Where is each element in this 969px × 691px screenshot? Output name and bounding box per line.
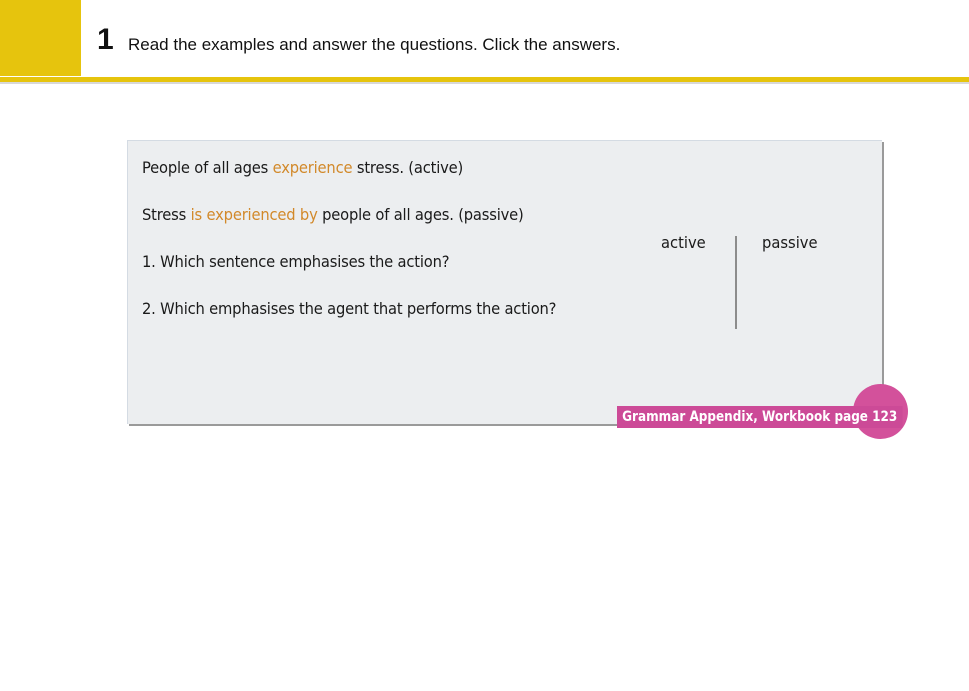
grammar-reference[interactable] bbox=[617, 384, 917, 444]
answer-active-button[interactable]: active bbox=[661, 233, 706, 252]
header-rule-shadow bbox=[0, 82, 969, 84]
example-passive bbox=[142, 205, 524, 225]
example-passive-text-before: Stress bbox=[142, 205, 191, 224]
grammar-panel bbox=[127, 140, 882, 424]
answer-divider bbox=[735, 236, 737, 329]
example-active-highlight: experience bbox=[272, 158, 353, 177]
question-2 bbox=[142, 299, 556, 319]
question-1 bbox=[142, 252, 449, 272]
example-active-text-before: People of all ages bbox=[142, 158, 273, 177]
example-passive-text-after: people of all ages. (passive) bbox=[317, 205, 524, 224]
question-1-number: 1. bbox=[142, 252, 156, 271]
question-2-text: Which emphasises the agent that performs the action? bbox=[160, 299, 557, 318]
answer-passive-button[interactable]: passive bbox=[762, 233, 818, 252]
example-active bbox=[142, 158, 463, 178]
reference-label[interactable]: Grammar Appendix, Workbook page 123 bbox=[617, 406, 902, 428]
example-active-text-after: stress. (active) bbox=[352, 158, 464, 177]
exercise-number: 1 bbox=[97, 23, 114, 56]
example-passive-highlight: is experienced by bbox=[190, 205, 318, 224]
exercise-instruction: Read the examples and answer the questions. Click the answers. bbox=[128, 35, 621, 54]
question-1-text: Which sentence emphasises the action? bbox=[160, 252, 450, 271]
question-2-number: 2. bbox=[142, 299, 156, 318]
header-accent-block bbox=[0, 0, 81, 76]
exercise-header bbox=[0, 0, 969, 84]
